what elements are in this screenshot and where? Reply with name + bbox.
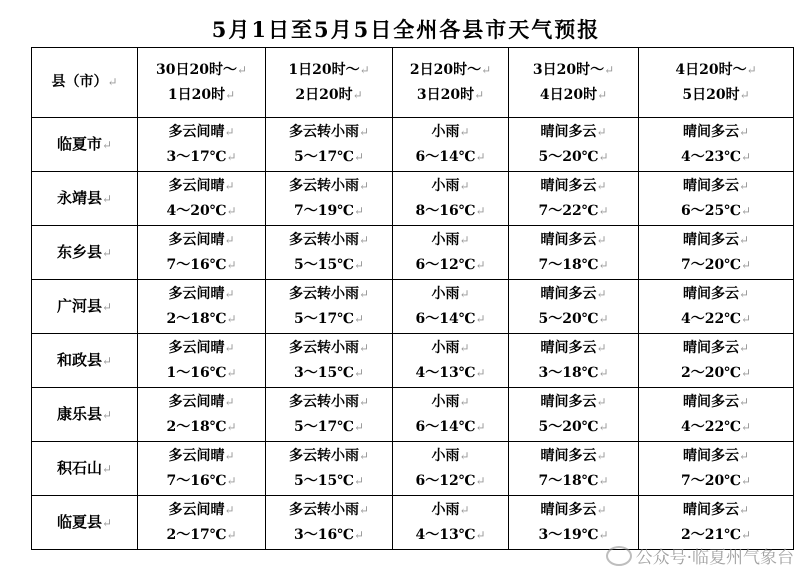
table-row: [32, 388, 794, 442]
temperature-text: 2～20℃: [680, 364, 741, 381]
weather-text: 多云间晴: [168, 447, 225, 464]
weather-text: 多云间晴: [168, 393, 225, 410]
weather-text: 晴间多云: [540, 231, 597, 248]
temperature-text: 7～20℃: [680, 256, 741, 273]
forecast-cell: 晴间多云↵ 4～22℃↵: [639, 388, 794, 442]
header-day-5: 4日20时～↵ 5日20时↵: [639, 48, 794, 118]
temperature-text: 6～14℃: [415, 148, 476, 165]
forecast-cell: 多云转小雨↵ 5～15℃↵: [266, 226, 393, 280]
forecast-cell: 多云转小雨↵ 3～15℃↵: [266, 334, 393, 388]
temperature-text: 7～18℃: [538, 256, 599, 273]
weather-text: 多云转小雨: [288, 393, 359, 410]
table-row: [32, 118, 794, 172]
weather-text: 晴间多云: [682, 393, 739, 410]
temperature-text: 7～16℃: [166, 256, 227, 273]
weather-text: 晴间多云: [540, 393, 597, 410]
temperature-text: 7～19℃: [293, 202, 354, 219]
table-row: [32, 226, 794, 280]
table-row: [32, 280, 794, 334]
temperature-text: 7～18℃: [538, 472, 599, 489]
weather-text: 小雨: [431, 339, 460, 356]
temperature-text: 7～22℃: [538, 202, 599, 219]
weather-text: 多云转小雨: [288, 501, 359, 518]
temperature-text: 8～16℃: [415, 202, 476, 219]
county-name: 东乡县↵: [32, 226, 138, 280]
temperature-text: 6～12℃: [415, 472, 476, 489]
forecast-cell: 晴间多云↵ 5～20℃↵: [509, 280, 639, 334]
weather-text: 晴间多云: [540, 447, 597, 464]
county-name: 永靖县↵: [32, 172, 138, 226]
forecast-cell: 多云转小雨↵ 5～17℃↵: [266, 280, 393, 334]
weather-text: 晴间多云: [682, 285, 739, 302]
header-day-3: 2日20时～↵ 3日20时↵: [393, 48, 509, 118]
header-day-2: 1日20时～↵ 2日20时↵: [266, 48, 393, 118]
forecast-cell: 晴间多云↵ 5～20℃↵: [509, 118, 639, 172]
weather-text: 多云间晴: [168, 339, 225, 356]
forecast-cell: 多云间晴↵ 7～16℃↵: [138, 226, 266, 280]
weather-text: 多云转小雨: [288, 231, 359, 248]
table-row: [32, 496, 794, 550]
forecast-cell: 多云转小雨↵ 5～17℃↵: [266, 388, 393, 442]
forecast-cell: 晴间多云↵ 4～22℃↵: [639, 280, 794, 334]
temperature-text: 4～22℃: [680, 310, 741, 327]
header-county: 县（市）↵: [32, 48, 138, 118]
forecast-cell: 多云转小雨↵ 3～16℃↵: [266, 496, 393, 550]
weather-text: 晴间多云: [682, 447, 739, 464]
forecast-cell: 晴间多云↵ 7～18℃↵: [509, 442, 639, 496]
temperature-text: 4～23℃: [680, 148, 741, 165]
temperature-text: 5～15℃: [293, 256, 354, 273]
weather-text: 晴间多云: [540, 339, 597, 356]
county-name: 临夏市↵: [32, 118, 138, 172]
table-row: [32, 334, 794, 388]
weather-text: 小雨: [431, 177, 460, 194]
forecast-cell: 晴间多云↵ 2～20℃↵: [639, 334, 794, 388]
weather-text: 晴间多云: [682, 231, 739, 248]
weather-text: 晴间多云: [682, 339, 739, 356]
forecast-cell: 多云间晴↵ 1～16℃↵: [138, 334, 266, 388]
forecast-cell: 小雨↵ 6～14℃↵: [393, 118, 509, 172]
forecast-cell: 多云间晴↵ 7～16℃↵: [138, 442, 266, 496]
weather-text: 多云间晴: [168, 231, 225, 248]
temperature-text: 7～16℃: [166, 472, 227, 489]
forecast-cell: 晴间多云↵ 6～25℃↵: [639, 172, 794, 226]
temperature-text: 3～15℃: [293, 364, 354, 381]
header-day-4: 3日20时～↵ 4日20时↵: [509, 48, 639, 118]
weather-text: 多云转小雨: [288, 123, 359, 140]
temperature-text: 4～13℃: [415, 364, 476, 381]
forecast-cell: 小雨↵ 8～16℃↵: [393, 172, 509, 226]
forecast-cell: 小雨↵ 4～13℃↵: [393, 496, 509, 550]
temperature-text: 2～18℃: [166, 418, 227, 435]
temperature-text: 1～16℃: [166, 364, 227, 381]
temperature-text: 4～13℃: [415, 526, 476, 543]
forecast-cell: 晴间多云↵ 2～21℃↵: [639, 496, 794, 550]
weather-text: 小雨: [431, 123, 460, 140]
weather-text: 小雨: [431, 285, 460, 302]
temperature-text: 2～17℃: [166, 526, 227, 543]
forecast-cell: 小雨↵ 6～14℃↵: [393, 280, 509, 334]
weather-text: 多云转小雨: [288, 339, 359, 356]
forecast-cell: 晴间多云↵ 7～20℃↵: [639, 226, 794, 280]
forecast-cell: 晴间多云↵ 3～19℃↵: [509, 496, 639, 550]
temperature-text: 3～16℃: [293, 526, 354, 543]
temperature-text: 3～17℃: [166, 148, 227, 165]
county-name: 康乐县↵: [32, 388, 138, 442]
forecast-cell: 多云间晴↵ 3～17℃↵: [138, 118, 266, 172]
temperature-text: 6～14℃: [415, 418, 476, 435]
temperature-text: 3～19℃: [538, 526, 599, 543]
weather-text: 晴间多云: [540, 285, 597, 302]
temperature-text: 2～18℃: [166, 310, 227, 327]
county-name: 临夏县↵: [32, 496, 138, 550]
watermark: [606, 543, 794, 568]
temperature-text: 5～20℃: [538, 310, 599, 327]
forecast-cell: 多云转小雨↵ 7～19℃↵: [266, 172, 393, 226]
wechat-icon: [606, 546, 632, 566]
table-row: [32, 172, 794, 226]
forecast-cell: 晴间多云↵ 7～22℃↵: [509, 172, 639, 226]
weather-text: 多云间晴: [168, 501, 225, 518]
temperature-text: 5～20℃: [538, 148, 599, 165]
weather-text: 晴间多云: [540, 123, 597, 140]
table-row: [32, 442, 794, 496]
weather-text: 小雨: [431, 501, 460, 518]
temperature-text: 6～12℃: [415, 256, 476, 273]
county-name: 广河县↵: [32, 280, 138, 334]
temperature-text: 7～20℃: [680, 472, 741, 489]
forecast-cell: 多云转小雨↵ 5～15℃↵: [266, 442, 393, 496]
temperature-text: 4～20℃: [166, 202, 227, 219]
temperature-text: 5～17℃: [293, 148, 354, 165]
weather-text: 晴间多云: [540, 177, 597, 194]
weather-text: 晴间多云: [682, 501, 739, 518]
weather-text: 多云间晴: [168, 177, 225, 194]
forecast-cell: 多云间晴↵ 2～17℃↵: [138, 496, 266, 550]
forecast-table: [31, 47, 794, 550]
temperature-text: 5～17℃: [293, 418, 354, 435]
weather-text: 晴间多云: [540, 501, 597, 518]
header-day-1: 30日20时～↵ 1日20时↵: [138, 48, 266, 118]
temperature-text: 5～20℃: [538, 418, 599, 435]
weather-text: 多云转小雨: [288, 285, 359, 302]
forecast-cell: 多云转小雨↵ 5～17℃↵: [266, 118, 393, 172]
table-header-row: [32, 48, 794, 118]
forecast-cell: 多云间晴↵ 2～18℃↵: [138, 388, 266, 442]
forecast-cell: 晴间多云↵ 4～23℃↵: [639, 118, 794, 172]
forecast-cell: 小雨↵ 6～14℃↵: [393, 388, 509, 442]
weather-text: 多云间晴: [168, 285, 225, 302]
temperature-text: 4～22℃: [680, 418, 741, 435]
weather-text: 小雨: [431, 231, 460, 248]
weather-text: 多云转小雨: [288, 177, 359, 194]
county-name: 和政县↵: [32, 334, 138, 388]
forecast-cell: 小雨↵ 6～12℃↵: [393, 442, 509, 496]
temperature-text: 6～14℃: [415, 310, 476, 327]
temperature-text: 5～17℃: [293, 310, 354, 327]
forecast-cell: 晴间多云↵ 7～20℃↵: [639, 442, 794, 496]
weather-text: 晴间多云: [682, 123, 739, 140]
forecast-cell: 小雨↵ 4～13℃↵: [393, 334, 509, 388]
weather-text: 多云间晴: [168, 123, 225, 140]
forecast-cell: 多云间晴↵ 4～20℃↵: [138, 172, 266, 226]
watermark-text: 公众号·临夏州气象台: [635, 548, 794, 568]
temperature-text: 3～18℃: [538, 364, 599, 381]
page-title: 5月1日至5月5日全州各县市天气预报: [211, 17, 601, 42]
forecast-cell: 晴间多云↵ 3～18℃↵: [509, 334, 639, 388]
forecast-cell: 小雨↵ 6～12℃↵: [393, 226, 509, 280]
temperature-text: 2～21℃: [680, 526, 741, 543]
temperature-text: 6～25℃: [680, 202, 741, 219]
weather-text: 晴间多云: [682, 177, 739, 194]
temperature-text: 5～15℃: [293, 472, 354, 489]
county-name: 积石山↵: [32, 442, 138, 496]
weather-text: 多云转小雨: [288, 447, 359, 464]
weather-text: 小雨: [431, 447, 460, 464]
forecast-cell: 晴间多云↵ 7～18℃↵: [509, 226, 639, 280]
forecast-cell: 晴间多云↵ 5～20℃↵: [509, 388, 639, 442]
weather-text: 小雨: [431, 393, 460, 410]
forecast-cell: 多云间晴↵ 2～18℃↵: [138, 280, 266, 334]
